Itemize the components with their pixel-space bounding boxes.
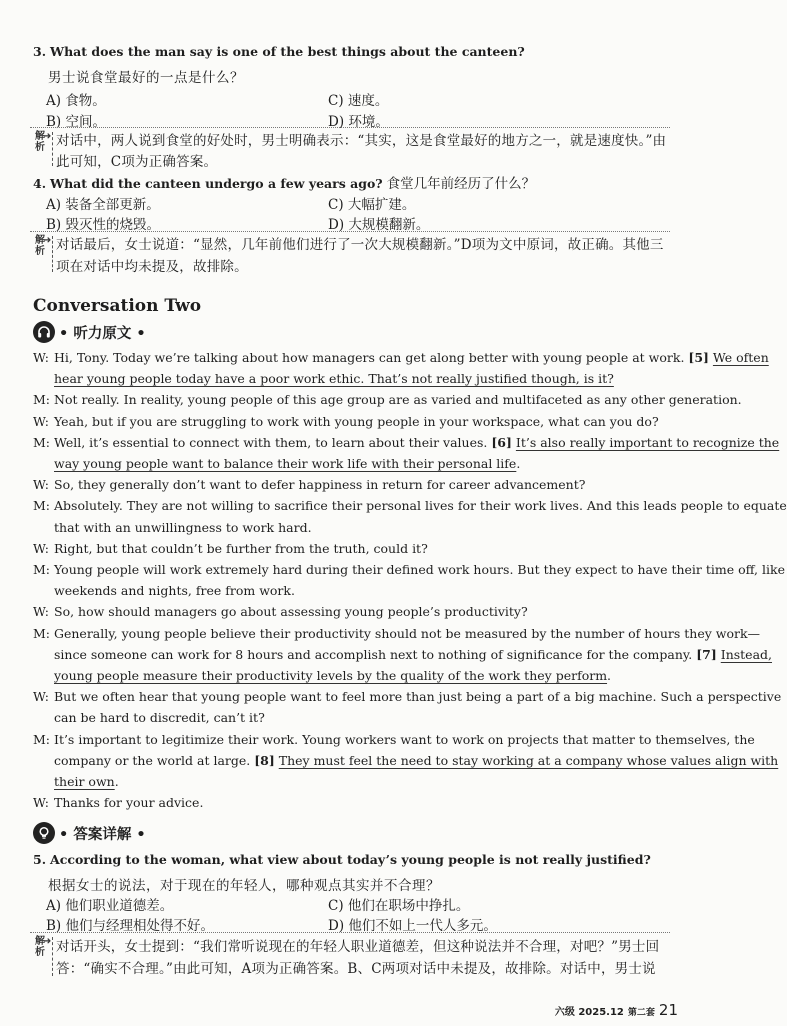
- answers-heading: [33, 822, 146, 844]
- option-c: C) 速度。: [328, 93, 389, 109]
- text-segment: Generally, young people believe their productivity should not be measured by the number of hours they work—: [54, 625, 761, 641]
- speaker-label: W:: [33, 795, 49, 811]
- text-segment: Yeah, but if you are struggling to work with young people in your workspace, what can you do?: [54, 413, 659, 429]
- underlined-text: way young people want to balance their work life with their personal life: [54, 456, 517, 471]
- analysis-icon-char-2: 析: [35, 947, 45, 958]
- page-number: 21: [658, 1001, 678, 1019]
- analysis-line: 对话开头，女士提到：“我们常听说现在的年轻人职业道德差，但这种说法并不合理，对吧？”男士回: [56, 939, 660, 955]
- text-segment: Absolutely. They are not willing to sacrifice their personal lives for their work lives. And this leads people to equate: [54, 498, 787, 514]
- question-text: According to the woman, what view about today’s young people is not really justified?: [50, 852, 651, 867]
- transcript-line: [54, 604, 528, 620]
- text-segment: that with an unwillingness to work hard.: [54, 519, 312, 535]
- speaker-label: M:: [33, 562, 51, 577]
- question-4-translation: 食堂几年前经历了什么？: [386, 176, 536, 192]
- transcript-line: [54, 541, 428, 557]
- analysis-divider: [52, 236, 53, 272]
- analysis-box-5: [30, 932, 670, 978]
- analysis-divider: [52, 937, 53, 976]
- option-a: A) 装备全部更新。: [46, 197, 160, 213]
- transcript-line: [54, 456, 520, 472]
- analysis-icon: [30, 235, 50, 257]
- analysis-icon-char-1: 解: [35, 235, 45, 246]
- speaker-label: W:: [33, 413, 49, 429]
- footer-label: 六级 2025.12: [554, 1007, 624, 1018]
- text-segment: Not really. In reality, young people of this age group are as varied and multifaceted as any other generation.: [54, 392, 742, 408]
- option-c: C) 大幅扩建。: [328, 197, 416, 213]
- analysis-line: 此可知，C项为正确答案。: [56, 154, 218, 170]
- page-footer: [555, 1001, 678, 1019]
- speaker-label: W:: [33, 689, 49, 705]
- option-d: D) 环境。: [328, 114, 389, 130]
- underlined-text: We often: [712, 350, 769, 365]
- text-segment: Well, it’s essential to connect with them, to learn about their values.: [54, 434, 492, 450]
- question-3: [33, 44, 525, 59]
- transcript-line: [54, 753, 778, 769]
- speaker-label: M:: [33, 731, 51, 747]
- question-number: 4.: [33, 176, 47, 191]
- analysis-divider: [52, 132, 53, 166]
- analysis-box-4: [30, 231, 670, 274]
- conversation-title: Conversation Two: [33, 296, 202, 316]
- transcript-line: [54, 435, 779, 451]
- speaker-label: M:: [33, 498, 51, 514]
- transcript-heading: [33, 321, 146, 343]
- transcript-line: [54, 392, 742, 408]
- transcript-line: [54, 498, 787, 514]
- transcript-line: [54, 414, 659, 430]
- underlined-text: their own: [54, 774, 115, 789]
- transcript-line: [54, 350, 769, 366]
- text-segment: Thanks for your advice.: [54, 795, 204, 811]
- footer-part: 第二套: [627, 1008, 655, 1018]
- analysis-line: 答：“确实不合理。”由此可知，A项为正确答案。B、C两项对话中未提及，故排除。对话中，男士说: [56, 961, 656, 977]
- text-segment: .: [607, 668, 612, 683]
- question-text: What did the canteen undergo a few years ago?: [50, 176, 383, 191]
- option-a: A) 他们职业道德差。: [46, 898, 174, 914]
- question-number: 3.: [33, 44, 47, 59]
- underlined-text: They must feel the need to stay working at a company whose values align with: [278, 752, 779, 768]
- transcript-line: [54, 520, 312, 536]
- underlined-text: hear young people today have a poor work ethic. That’s not really justified though, is it?: [54, 371, 614, 387]
- underlined-text: It’s also really important to recognize the: [515, 434, 780, 450]
- transcript-line: [54, 647, 772, 663]
- question-number: 5.: [33, 852, 47, 867]
- analysis-line: 对话最后，女士说道：“显然，几年前他们进行了一次大规模翻新。”D项为文中原词，故正确。其他三: [56, 237, 664, 253]
- text-segment: So, how should managers go about assessing young people’s productivity?: [54, 604, 528, 620]
- speaker-label: W:: [33, 350, 49, 365]
- transcript-line: [54, 732, 755, 748]
- analysis-icon-char-1: 解: [35, 131, 45, 142]
- option-c: C) 他们在职场中挣扎。: [328, 898, 470, 914]
- speaker-label: W:: [33, 604, 49, 620]
- option-d: D) 大规模翻新。: [328, 217, 430, 233]
- transcript-line: [54, 689, 781, 705]
- text-segment: can be hard to discredit, can’t it?: [54, 710, 265, 726]
- option-d: D) 他们不如上一代人多元。: [328, 918, 497, 934]
- text-segment: since someone can work for 8 hours and accomplish next to nothing of significance for the company.: [54, 646, 697, 662]
- analysis-line: 对话中，两人说到食堂的好处时，男士明确表示：“其实，这是食堂最好的地方之一，就是速度快。”由: [56, 133, 667, 149]
- arrow-icon: ➜: [43, 131, 52, 142]
- text-segment: company or the world at large.: [54, 752, 255, 768]
- underlined-text: Instead,: [720, 646, 773, 662]
- text-segment: .: [114, 774, 119, 789]
- arrow-icon: ➜: [43, 936, 52, 947]
- text-segment: Young people will work extremely hard during their defined work hours. But they expect to have their time off, like: [54, 562, 785, 577]
- question-marker: [6]: [491, 434, 512, 450]
- speaker-label: M:: [33, 392, 51, 408]
- question-5-translation: 根据女士的说法，对于现在的年轻人，哪种观点其实并不合理？: [48, 878, 440, 894]
- analysis-icon-char-2: 析: [35, 246, 45, 257]
- option-b: B) 空间。: [46, 114, 106, 130]
- transcript-heading-text: • 听力原文 •: [59, 325, 146, 342]
- question-text: What does the man say is one of the best things about the canteen?: [50, 44, 525, 59]
- question-marker: [7]: [696, 646, 717, 662]
- analysis-icon-char-1: 解: [35, 936, 45, 947]
- text-segment: It’s important to legitimize their work. Young workers want to work on projects that matter to themselves, the: [54, 731, 755, 747]
- option-b: B) 他们与经理相处得不好。: [46, 918, 214, 934]
- question-marker: [8]: [254, 752, 275, 768]
- text-segment: Right, but that couldn’t be further from the truth, could it?: [54, 540, 428, 556]
- arrow-icon: ➜: [43, 235, 52, 246]
- option-b: B) 毁灭性的烧毁。: [46, 217, 160, 233]
- question-5: [33, 852, 651, 867]
- transcript-line: [54, 477, 585, 493]
- headphones-icon: [33, 321, 55, 343]
- text-segment: So, they generally don’t want to defer happiness in return for career advancement?: [54, 477, 586, 493]
- underlined-text: young people measure their productivity levels by the quality of the work they perform: [54, 668, 608, 683]
- transcript-line: [54, 710, 265, 726]
- text-segment: .: [516, 456, 521, 471]
- speaker-label: W:: [33, 477, 49, 493]
- transcript-line: [54, 668, 611, 684]
- analysis-line: 项在对话中均未提及，故排除。: [56, 259, 248, 275]
- option-a: A) 食物。: [46, 93, 106, 109]
- question-4: [33, 172, 535, 192]
- transcript-line: [54, 562, 785, 578]
- analysis-box-3: [30, 127, 670, 168]
- transcript-line: [54, 795, 203, 811]
- speaker-label: W:: [33, 540, 49, 556]
- analysis-icon-char-2: 析: [35, 142, 45, 153]
- answers-heading-text: • 答案详解 •: [59, 826, 146, 843]
- analysis-icon: [30, 936, 50, 958]
- lightbulb-icon: [33, 822, 55, 844]
- text-segment: weekends and nights, free from work.: [54, 583, 295, 599]
- text-segment: But we often hear that young people want to feel more than just being a part of a big machine. Such a perspective: [54, 689, 782, 705]
- question-3-translation: 男士说食堂最好的一点是什么？: [48, 70, 244, 86]
- analysis-icon: [30, 131, 50, 153]
- transcript-line: [54, 774, 119, 790]
- speaker-label: M:: [33, 434, 51, 450]
- transcript-line: [54, 626, 760, 642]
- transcript-line: [54, 583, 295, 599]
- transcript-line: [54, 371, 614, 387]
- question-marker: [5]: [688, 350, 709, 365]
- text-segment: Hi, Tony. Today we’re talking about how managers can get along better with young people at work.: [54, 350, 689, 365]
- speaker-label: M:: [33, 625, 51, 641]
